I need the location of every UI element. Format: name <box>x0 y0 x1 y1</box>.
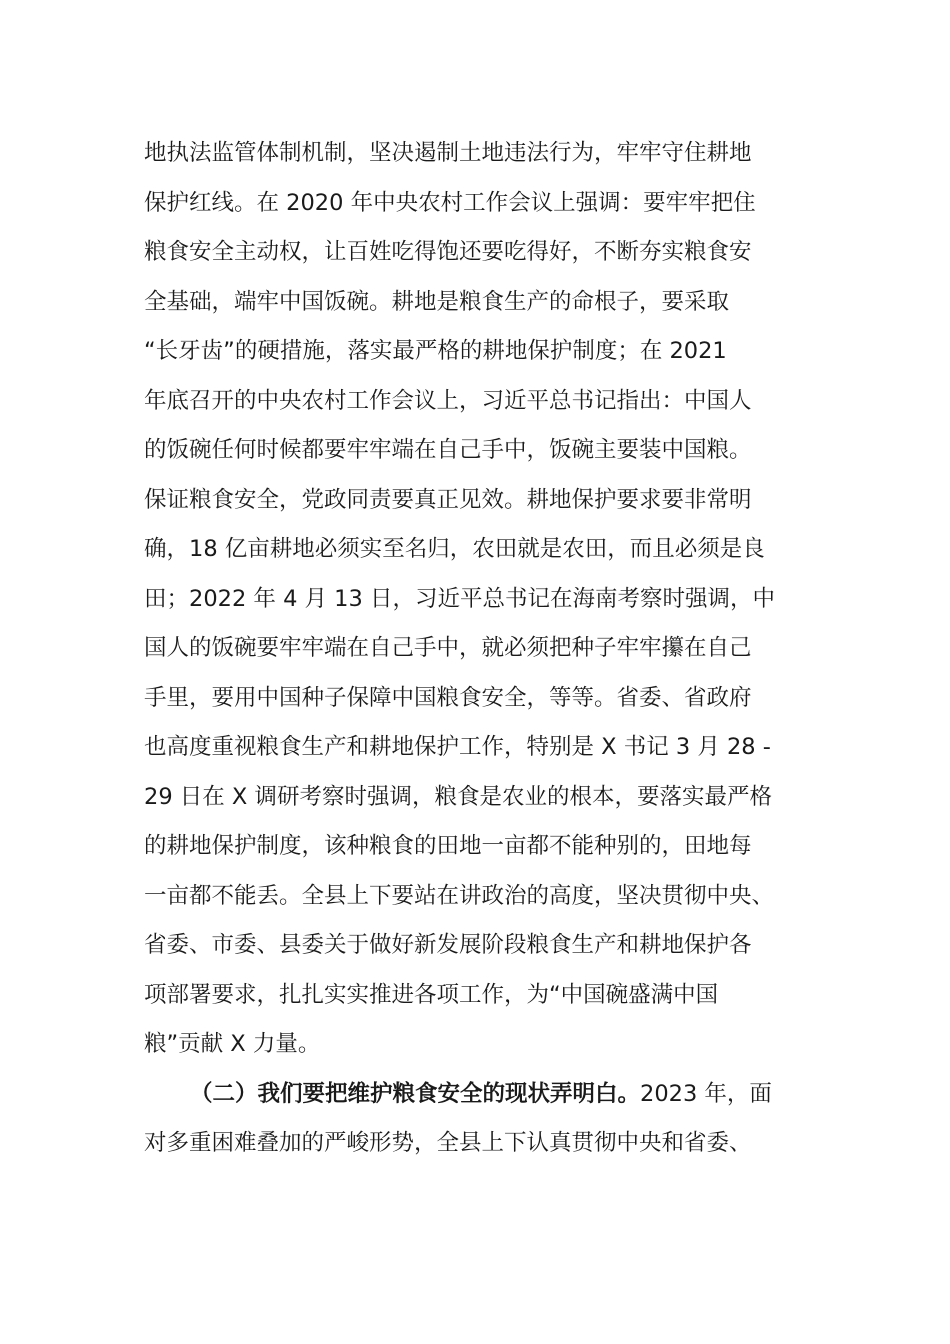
text-line: 一亩都不能丢。全县上下要站在讲政治的高度，坚决贯彻中央、 <box>144 882 775 909</box>
text-line: 对多重困难叠加的严峻形势，全县上下认真贯彻中央和省委、 <box>144 1130 752 1156</box>
text-line: 29 日在 X 调研考察时强调，粮食是农业的根本，要落实最严格 <box>144 783 773 810</box>
text-line: 的饭碗任何时候都要牢牢端在自己手中，饭碗主要装中国粮。 <box>144 437 752 463</box>
text-line: 全基础，端牢中国饭碗。耕地是粮食生产的命根子，要采取 <box>144 288 730 315</box>
text-line: 保证粮食安全，党政同责要真正见效。耕地保护要求要非常明 <box>144 486 752 513</box>
text-line: 保护红线。在 2020 年中央农村工作会议上强调：要牢牢把住 <box>144 189 756 216</box>
text-line: 也高度重视粮食生产和耕地保护工作，特别是 X 书记 3 月 28 - <box>144 734 771 760</box>
text-line: 确，18 亿亩耕地必须实至名归，农田就是农田，而且必须是良 <box>144 536 765 562</box>
text-line: “长牙齿”的硬措施，落实最严格的耕地保护制度；在 2021 <box>144 338 727 364</box>
body-text <box>144 129 824 1169</box>
heading-trailing-text: 2023 年，面 <box>640 1080 772 1107</box>
text-line: 国人的饭碗要牢牢端在自己手中，就必须把种子牢牢攥在自己 <box>144 635 752 661</box>
paragraph-2-first-line <box>144 1070 824 1120</box>
text-line: 粮食安全主动权，让百姓吃得饱还要吃得好，不断夯实粮食安 <box>144 239 752 265</box>
text-line: 省委、市委、县委关于做好新发展阶段粮食生产和耕地保护各 <box>144 932 752 958</box>
text-line: 项部署要求，扎扎实实推进各项工作，为“中国碗盛满中国 <box>144 981 719 1008</box>
text-line: 田；2022 年 4 月 13 日，习近平总书记在海南考察时强调，中 <box>144 585 775 612</box>
text-line: 地执法监管体制机制，坚决遏制土地违法行为，牢牢守住耕地 <box>144 140 752 166</box>
text-line: 年底召开的中央农村工作会议上，习近平总书记指出：中国人 <box>144 387 752 414</box>
text-line: 粮”贡献 X 力量。 <box>144 1031 321 1057</box>
text-line: 的耕地保护制度，该种粮食的田地一亩都不能种别的，田地每 <box>144 833 752 859</box>
text-line: 手里，要用中国种子保障中国粮食安全，等等。省委、省政府 <box>144 684 752 711</box>
section-heading: （二）我们要把维护粮食安全的现状弄明白。 <box>190 1080 641 1107</box>
